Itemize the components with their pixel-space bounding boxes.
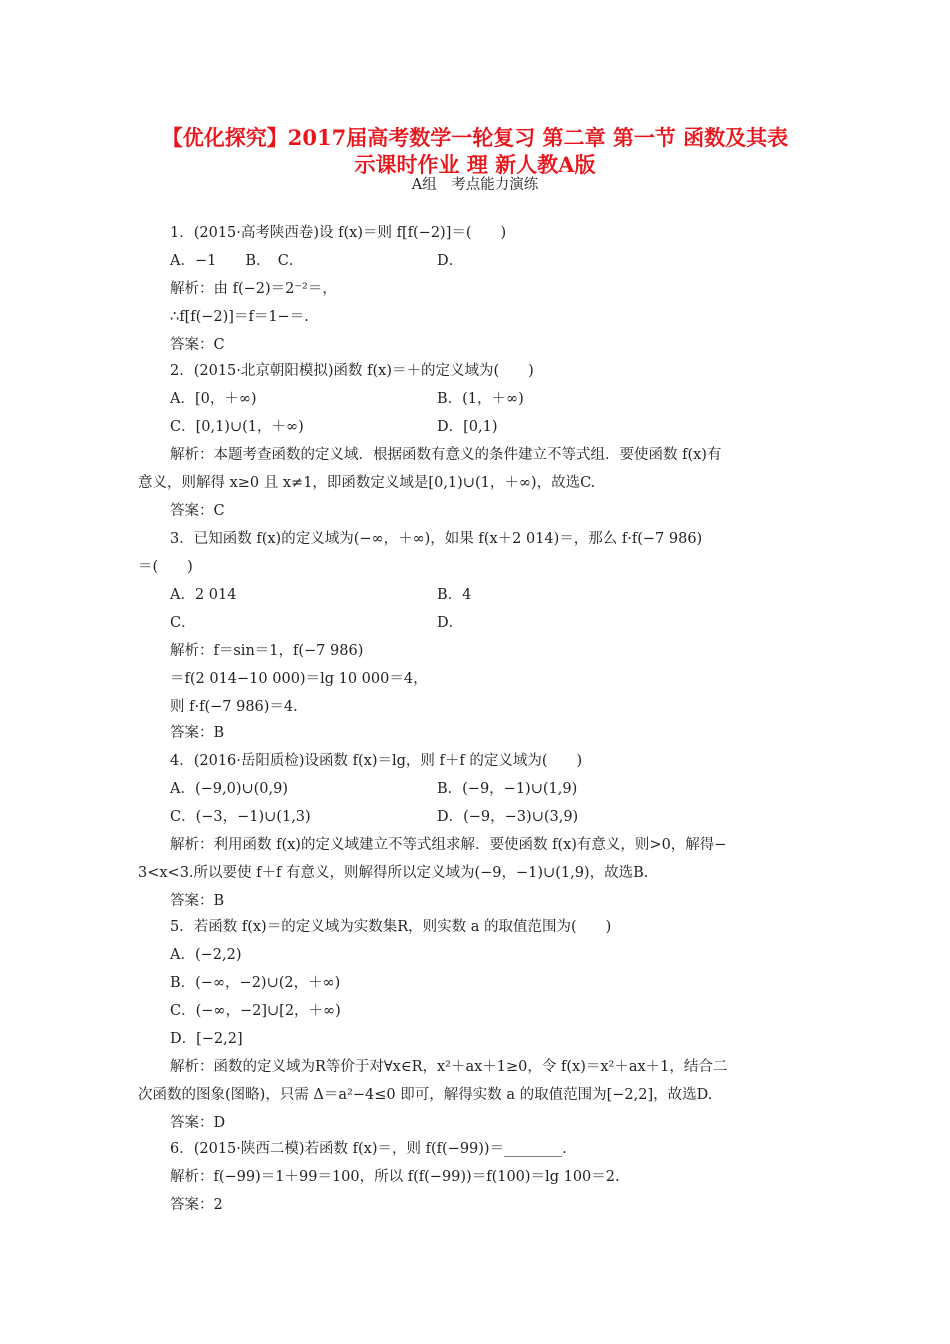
text-line: 5．若函数 f(x)＝的定义域为实数集R，则实数 a 的取值范围为( ) — [170, 919, 612, 935]
text-line: 3．已知函数 f(x)的定义域为(−∞，＋∞)，如果 f(x＋2 014)＝，那么 f·f(−7 986) — [170, 531, 703, 547]
text-line: 答案：C — [170, 503, 225, 519]
text-line: 意义，则解得 x≥0 且 x≠1，即函数定义域是[0,1)∪(1，＋∞)，故选C. — [138, 475, 596, 491]
text-line: A．2 014 — [170, 587, 237, 603]
text-line: A．(−2,2) — [170, 947, 242, 963]
text-line: 则 f·f(−7 986)＝4. — [170, 699, 298, 715]
text-line: 解析：利用函数 f(x)的定义域建立不等式组求解．要使函数 f(x)有意义，则>0，解得− — [170, 837, 727, 853]
text-line: 解析：f＝sin＝1，f(−7 986) — [170, 643, 364, 659]
text-line: 次函数的图象(图略)，只需 Δ＝a²−4≤0 即可，解得实数 a 的取值范围为[−2,2]，故选D. — [138, 1087, 713, 1103]
text-line: ＝f(2 014−10 000)＝lg 10 000＝4， — [170, 671, 428, 687]
text-line: A．(−9,0)∪(0,9) — [170, 781, 289, 797]
text-line: 答案：D — [170, 1115, 226, 1131]
text-line: D． — [437, 615, 464, 631]
text-line: ∴f[f(−2)]＝f＝1−＝. — [170, 309, 309, 325]
text-line: B．4 — [437, 587, 472, 603]
text-line: 解析：由 f(−2)＝2⁻²＝， — [170, 281, 337, 297]
text-line: 解析：f(−99)＝1＋99＝100，所以 f(f(−99))＝f(100)＝lg 100＝2. — [170, 1169, 620, 1185]
title-line-2: 示课时作业 理 新人教A版 — [354, 152, 596, 177]
text-line: 答案：B — [170, 725, 225, 741]
text-line: A．−1 B． C． — [170, 253, 304, 269]
group-heading: A组 考点能力演练 — [411, 177, 539, 193]
text-line: ＝( ) — [138, 559, 193, 575]
text-line: B．(1，＋∞) — [437, 391, 524, 407]
text-line: 3<x<3.所以要使 f＋f 有意义，则解得所以定义域为(−9，−1)∪(1,9)，故选B. — [138, 865, 649, 881]
text-line: 答案：C — [170, 337, 225, 353]
title-line-1: 【优化探究】2017届高考数学一轮复习 第二章 第一节 函数及其表 — [161, 125, 789, 150]
text-line: C．(−3，−1)∪(1,3) — [170, 809, 311, 825]
text-line: D．(−9，−3)∪(3,9) — [437, 809, 579, 825]
text-line: C．(−∞，−2]∪[2，＋∞) — [170, 1003, 341, 1019]
text-line: 1．(2015·高考陕西卷)设 f(x)＝则 f[f(−2)]＝( ) — [170, 225, 507, 241]
text-line: D．[0,1) — [437, 419, 498, 435]
text-line: 解析：本题考查函数的定义域．根据函数有意义的条件建立不等式组．要使函数 f(x)有 — [170, 447, 722, 463]
text-line: 4．(2016·岳阳质检)设函数 f(x)＝lg，则 f＋f 的定义域为( ) — [170, 753, 583, 769]
text-line: 答案：2 — [170, 1197, 223, 1213]
text-line: B．(−∞，−2)∪(2，＋∞) — [170, 975, 341, 991]
text-line: 解析：函数的定义域为R等价于对∀x∈R，x²＋ax＋1≥0，令 f(x)＝x²＋ax＋1，结合二 — [170, 1059, 728, 1075]
text-line: 6．(2015·陕西二模)若函数 f(x)＝，则 f(f(−99))＝________. — [170, 1141, 567, 1157]
text-line: C．[0,1)∪(1，＋∞) — [170, 419, 304, 435]
text-line: D．[−2,2] — [170, 1031, 243, 1047]
text-line: A．[0，＋∞) — [170, 391, 257, 407]
text-line: D． — [437, 253, 464, 269]
text-line: B．(−9，−1)∪(1,9) — [437, 781, 578, 797]
text-line: C． — [170, 615, 196, 631]
text-line: 答案：B — [170, 893, 225, 909]
text-line: 2．(2015·北京朝阳模拟)函数 f(x)＝＋的定义域为( ) — [170, 363, 534, 379]
